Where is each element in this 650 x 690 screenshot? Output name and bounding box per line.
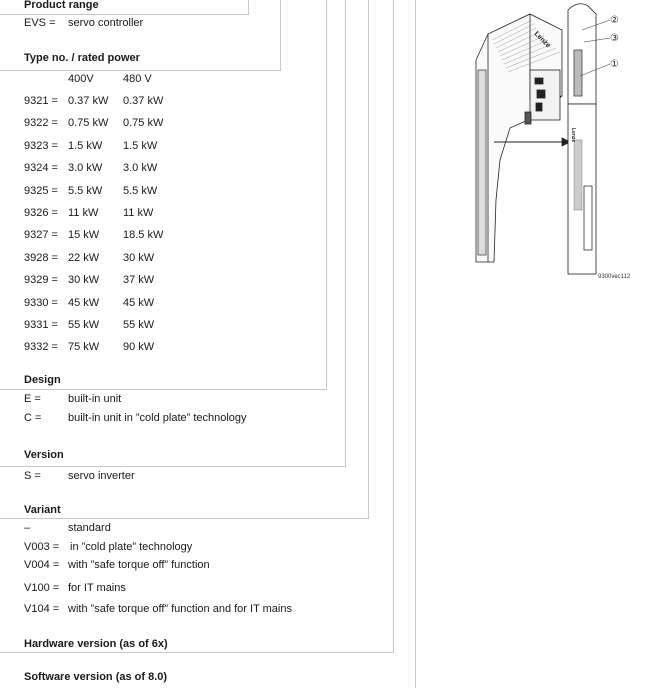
rated-power-480v: 11 kW: [123, 207, 154, 219]
rated-power-400v: 1.5 kW: [68, 139, 103, 152]
rated-power-400v: 30 kW: [68, 274, 100, 287]
row-key: S =: [24, 470, 41, 482]
row-value: built-in unit in ”cold plate” technology: [68, 412, 247, 424]
rated-power-400v: 55 kW: [68, 319, 100, 331]
heading-hardware-version: Hardware version (as of 6x): [24, 638, 168, 650]
column-header-400v: 400V: [68, 73, 94, 85]
row-value: with ”safe torque off” function and for IT mains: [68, 603, 292, 615]
connector-icon: [537, 90, 545, 98]
rated-power-480v: 55 kW: [123, 319, 155, 331]
connector-icon: [536, 103, 542, 111]
row-key: –: [24, 522, 31, 534]
row-key: 9331 =: [24, 319, 58, 331]
rated-power-400v: 11 kW: [68, 207, 99, 219]
callout-2: ②: [610, 15, 619, 26]
row-value: for IT mains: [68, 582, 126, 594]
rated-power-480v: 0.37 kW: [123, 95, 164, 107]
row-key: V100 =: [24, 582, 60, 594]
row-key: 9330 =: [24, 296, 58, 309]
rated-power-400v: 0.75 kW: [68, 117, 109, 130]
heading-type-no: Type no. / rated power: [24, 52, 140, 64]
rated-power-400v: 75 kW: [68, 341, 100, 354]
row-value: in ”cold plate” technology: [70, 541, 193, 553]
row-key: 9323 =: [24, 139, 58, 152]
rated-power-480v: 3.0 kW: [123, 162, 158, 175]
row-key: 3928 =: [24, 251, 58, 264]
rated-power-480v: 5.5 kW: [123, 184, 158, 197]
row-key: 9326 =: [24, 207, 58, 219]
row-key: C =: [24, 412, 42, 424]
rated-power-400v: 5.5 kW: [68, 184, 103, 197]
rated-power-480v: 1.5 kW: [123, 139, 158, 152]
rated-power-400v: 45 kW: [68, 296, 100, 309]
rated-power-480v: 45 kW: [123, 296, 155, 309]
rated-power-480v: 30 kW: [123, 251, 155, 264]
device-figure: [470, 0, 640, 290]
row-key: V004 =: [24, 559, 60, 571]
row-value: servo inverter: [68, 470, 135, 482]
heading-version: Version: [24, 449, 64, 461]
row-key: V003 =: [24, 541, 60, 553]
rated-power-400v: 0.37 kW: [68, 95, 109, 107]
row-key: 9329 =: [24, 274, 58, 287]
callout-1: ①: [610, 59, 619, 70]
row-key: 9324 =: [24, 162, 58, 175]
row-key: 9322 =: [24, 117, 58, 130]
row-key: 9325 =: [24, 184, 58, 197]
row-key: E =: [24, 393, 41, 405]
row-key: 9332 =: [24, 341, 58, 354]
row-key: V104 =: [24, 603, 60, 615]
rated-power-400v: 3.0 kW: [68, 162, 103, 175]
row-value: with ”safe torque off” function: [68, 559, 210, 571]
brand-label: Lenze: [532, 30, 552, 50]
brand-label-nameplate: Lenze: [570, 128, 576, 143]
rated-power-400v: 22 kW: [68, 251, 100, 264]
rated-power-480v: 0.75 kW: [123, 117, 164, 130]
heading-product-range: Product range: [24, 0, 99, 11]
row-value: built-in unit: [68, 393, 122, 405]
rated-power-480v: 18.5 kW: [123, 229, 164, 242]
row-value: standard: [68, 522, 111, 534]
connector-icon: [535, 78, 543, 84]
rated-power-480v: 90 kW: [123, 341, 155, 354]
connector-icon: [525, 112, 531, 124]
row-key: EVS =: [24, 17, 56, 29]
column-header-480v: 480 V: [123, 73, 152, 85]
rated-power-400v: 15 kW: [68, 229, 100, 242]
rated-power-480v: 37 kW: [123, 274, 155, 287]
callout-3: ③: [610, 33, 619, 44]
figure-caption: 9300vec112: [598, 274, 631, 280]
row-key: 9327 =: [24, 229, 58, 242]
heading-design: Design: [24, 374, 61, 386]
row-value: servo controller: [68, 17, 144, 29]
heading-software-version: Software version (as of 8.0): [24, 671, 168, 683]
row-key: 9321 =: [24, 95, 58, 107]
heading-variant: Variant: [24, 504, 61, 516]
